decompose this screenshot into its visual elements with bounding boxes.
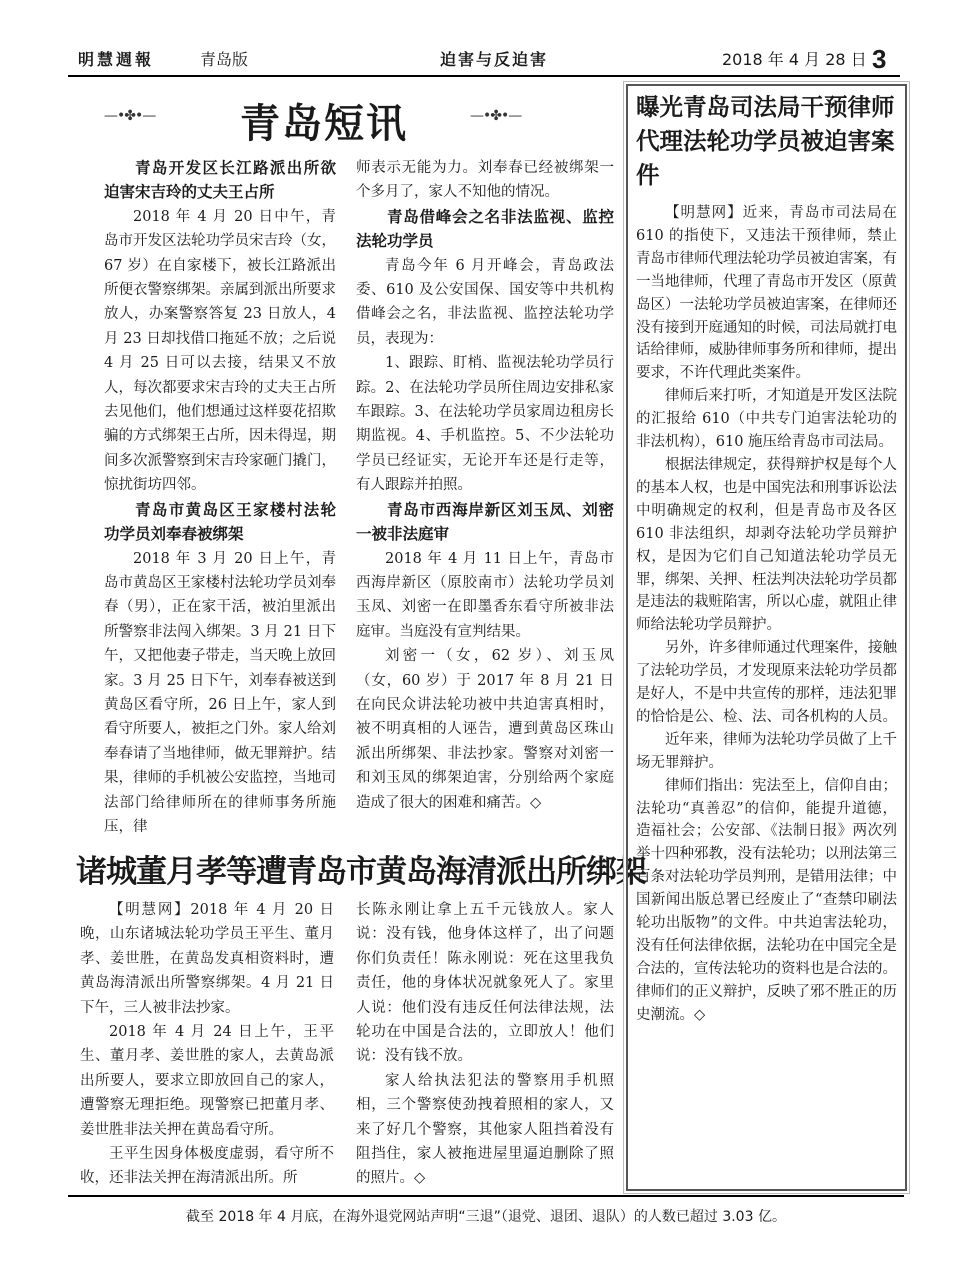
header-rule <box>68 75 900 77</box>
sidebar-paragraph: 【明慧网】近来，青岛市司法局在 610 的指使下，又违法干预律师，禁止青岛市律师代理法轮功学员被迫害案，有一当地律师，代理了青岛市开发区（原黄岛区）一法轮功学员被迫害案，在律师还没有接到开庭通知的时候，司法局就打电话给律师，威胁律师事务所和律师，提出要求，不许代理此类案件。 <box>636 205 897 382</box>
news-headline: 青岛市西海岸新区刘玉凤、刘密一被非法庭审 <box>356 499 614 544</box>
sidebar-paragraph: 另外，许多律师通过代理案件，接触了法轮功学员，才发现原来法轮功学员都是好人，不是中共宣传的那样，违法犯罪的恰恰是公、检、法、司各机构的人员。 <box>636 640 897 725</box>
news-paragraph: 【明慧网】2018 年 4 月 20 日晚，山东诸城法轮功学员王平生、董月孝、姜世胜，在黄岛发真相资料时，遭黄岛海清派出所警察绑架。4 月 21 日下午，三人被非法抄家。 <box>80 902 334 1016</box>
news-headline: 青岛市黄岛区王家楼村法轮功学员刘奉春被绑架 <box>104 499 336 544</box>
sidebar-body <box>636 202 899 1027</box>
sidebar-box <box>626 84 907 1191</box>
sidebar-paragraph: 律师们指出：宪法至上，信仰自由；法轮功“真善忍”的信仰，能提升道德，造福社会；公安部、《法制日报》两次列举十四种邪教，没有法轮功；以刑法第三百条对法轮功学员判刑，是错用法律；中国新闻出版总署已经废止了“查禁印刷法轮功出版物”的文件。中共迫害法轮功，没有任何法律依据，法轮功在中国完全是合法的，宣传法轮功的资料也是合法的。律师们的正义辩护，反映了邪不胜正的历史潮流。◇ <box>636 777 897 1023</box>
title-ornament-right: —•✤•— <box>470 108 522 124</box>
footer-rule <box>68 1195 904 1197</box>
news-paragraph: 青岛今年 6 月开峰会，青岛政法委、610 及公安国保、国安等中共机构借峰会之名，非法监视、监控法轮功学员，表现为： <box>356 257 614 347</box>
news-paragraph: 师表示无能为力。刘奉春已经被绑架一个多月了，家人不知他的情况。 <box>356 160 614 201</box>
issue-date: 2018 年 4 月 28 日 <box>722 50 867 69</box>
news-paragraph: 2018 年 4 月 11 日上午，青岛市西海岸新区（原胶南市）法轮功学员刘玉凤、刘密一在即墨香东看守所被非法庭审。当庭没有宣判结果。 <box>356 550 614 640</box>
sidebar-paragraph: 律师后来打听，才知道是开发区法院的汇报给 610（中共专门迫害法轮功的非法机构），610 施压给青岛市司法局。 <box>636 388 897 451</box>
news-paragraph: 刘密一（女，62 岁）、刘玉凤（女，60 岁）于 2017 年 8 月 21 日在向民众讲法轮功被中共迫害真相时，被不明真相的人诬告，遭到黄岛区珠山派出所绑架、非法抄家。警察对刘密一和刘玉凤的绑架迫害，分别给两个家庭造成了很大的困难和痛苦。◇ <box>356 648 614 811</box>
section-title: 青岛短讯 <box>240 100 408 147</box>
paper-name: 明慧週報 <box>78 50 155 69</box>
news-headline: 青岛开发区长江路派出所欲迫害宋吉玲的丈夫王占所 <box>104 158 336 202</box>
title-ornament-left: —•✤•— <box>104 108 156 124</box>
sidebar-paragraph: 近年来，律师为法轮功学员做了上千场无罪辩护。 <box>636 731 897 771</box>
zhucheng-column-2 <box>356 898 614 1191</box>
sidebar-paragraph: 根据法律规定，获得辩护权是每个人的基本人权，也是中国宪法和刑事诉讼法中明确规定的权利，但是青岛市及各区 610 非法组织，却剥夺法轮功学员辩护权，是因为它们自己知道法轮功学员无罪，绑架、关押、枉法判决法轮功学员都是违法的栽赃陷害，所以心虚，就阻止律师给法轮功学员辩护。 <box>636 456 897 634</box>
article-title-zhucheng: 诸城董月孝等遭青岛市黄岛海清派出所绑架 <box>76 854 646 890</box>
edition-label: 青岛版 <box>200 50 249 69</box>
news-paragraph: 王平生因身体极度虚弱，看守所不收，还非法关押在海清派出所。所 <box>80 1146 334 1187</box>
news-paragraph: 家人给执法犯法的警察用手机照相，三个警察使劲拽着照相的家人，又来了好几个警察，其他家人阻挡着没有阻挡住，家人被拖进屋里逼迫删除了照的照片。◇ <box>356 1072 614 1187</box>
short-news-column-1 <box>104 156 336 839</box>
section-label: 迫害与反迫害 <box>440 50 549 69</box>
news-paragraph: 2018 年 4 月 24 日上午，王平生、董月孝、姜世胜的家人，去黄岛派出所要人，要求立即放回自己的家人，遭警察无理拒绝。现警察已把董月孝、姜世胜非法关押在黄岛看守所。 <box>80 1024 334 1138</box>
news-paragraph: 长陈永刚让拿上五千元钱放人。家人说：没有钱，他身体这样了，出了问题你们负责任！陈永刚说：死在这里我负责任，他的身体状况就象死人了。家里人说：他们没有违反任何法律法规，法轮功在中国是合法的，立即放人！他们说：没有钱不放。 <box>356 902 614 1065</box>
short-news-column-2 <box>356 156 614 815</box>
footer-text: 截至 2018 年 4 月底，在海外退党网站声明“三退”（退党、退团、退队）的人数已超过 3.03 亿。 <box>186 1209 786 1225</box>
zhucheng-column-1 <box>80 898 334 1191</box>
page-number: 3 <box>872 44 887 74</box>
news-paragraph: 2018 年 4 月 20 日中午，青岛市开发区法轮功学员宋吉玲（女，67 岁）在自家楼下，被长江路派出所便衣警察绑架。亲属到派出所要求放人，办案警察答复 23 日放人，4 月 23 日却找借口拖延不放；之后说 4 月 25 日可以去接，结果又不放人，每次都要求宋吉玲的丈夫王占所去见他们，他们想通过这样耍花招欺骗的方式绑架王占所，因未得逞，期间多次派警察到宋吉玲家砸门撬门，惊扰街坊四邻。 <box>104 208 336 494</box>
news-paragraph: 2018 年 3 月 20 日上午，青岛市黄岛区王家楼村法轮功学员刘奉春（男），正在家干活，被泊里派出所警察非法闯入绑架。3 月 21 日下午，又把他妻子带走，当天晚上放回家。3 月 25 日下午，刘奉春被送到黄岛区看守所，26 日上午，家人到看守所要人，被拒之门外。家人给刘奉春请了当地律师，做无罪辩护。结果，律师的手机被公安监控，当地司法部门给律师所在的律师事务所施压，律 <box>104 550 336 835</box>
news-paragraph: 1、跟踪、盯梢、监视法轮功学员行踪。2、在法轮功学员所住周边安排私家车跟踪。3、在法轮功学员家周边租房长期监视。4、手机监控。5、不少法轮功学员已经证实，无论开车还是行走等，有人跟踪并拍照。 <box>356 355 614 494</box>
news-headline: 青岛借峰会之名非法监视、监控法轮功学员 <box>356 206 614 251</box>
sidebar-title: 曝光青岛司法局干预律师代理法轮功学员被迫害案件 <box>636 93 895 189</box>
